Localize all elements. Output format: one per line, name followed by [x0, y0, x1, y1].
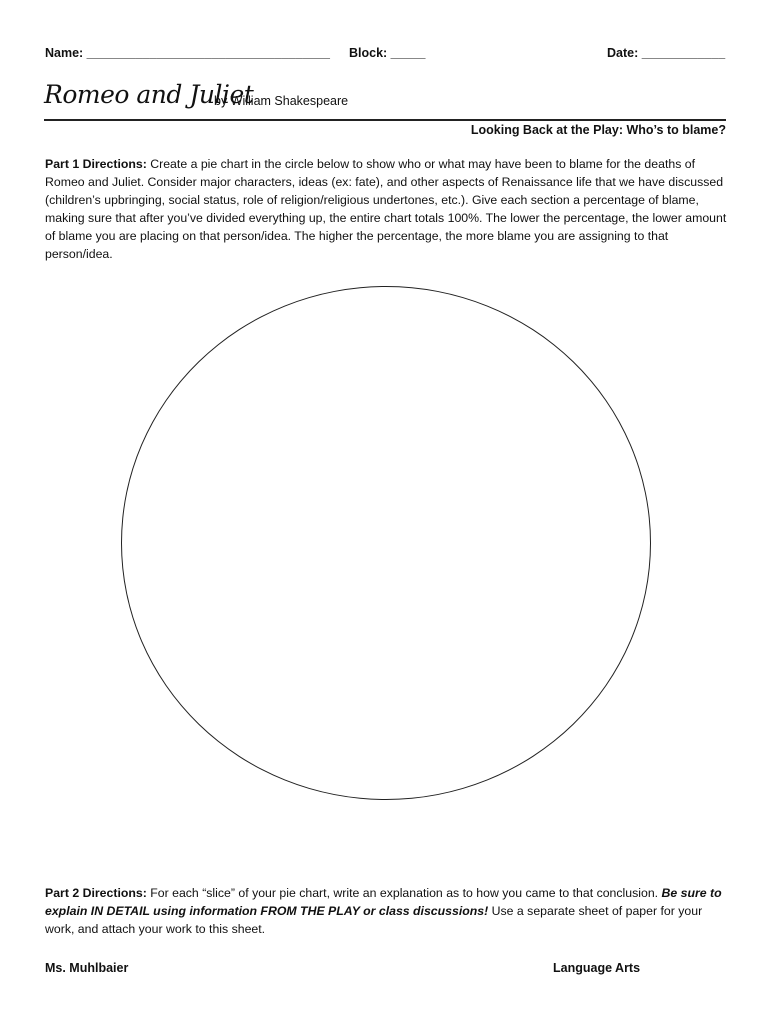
subject-name: Language Arts [553, 961, 641, 975]
part2-text-b: Use a separate sheet of paper for your work, and attach your work to this sheet. [45, 904, 703, 936]
part1-directions [45, 155, 729, 263]
author-byline: by William Shakespeare [214, 94, 349, 108]
teacher-name: Ms. Muhlbaier [45, 961, 129, 975]
title-divider [44, 119, 726, 121]
part1-label: Part 1 Directions: [45, 157, 147, 171]
part2-text-a: For each “slice” of your pie chart, write an explanation as to how you came to that conclusion. [146, 886, 662, 900]
date-field-label: Date: ____________ [607, 46, 726, 60]
part2-label: Part 2 Directions: [45, 886, 147, 900]
part2-emphasis: Be sure to explain IN DETAIL using information FROM THE PLAY or class discussions! [45, 886, 722, 918]
name-field-label: Name: ___________________________________ [45, 46, 330, 60]
block-field-label: Block: _____ [349, 46, 426, 60]
part1-text: Create a pie chart in the circle below to show who or what may have been to blame for the deaths of Romeo and Juliet. Consider major characters, ideas (ex: fate), and other aspects of Renaissance life that we have discussed (children’s upbringing, social status, role of religion/religious undertones, etc.). Give each section a percentage of blame, making sure that after you’ve divided everything up, the entire chart totals 100%. The lower the percentage, the lower amount of blame you are placing on that person/idea. The higher the percentage, the more blame you are assigning to that person/idea. [45, 157, 727, 261]
part2-directions [45, 884, 729, 938]
pie-chart-circle [121, 286, 651, 800]
play-title: Romeo and Juliet [44, 80, 254, 109]
worksheet-subtitle: Looking Back at the Play: Who’s to blame? [470, 123, 726, 137]
